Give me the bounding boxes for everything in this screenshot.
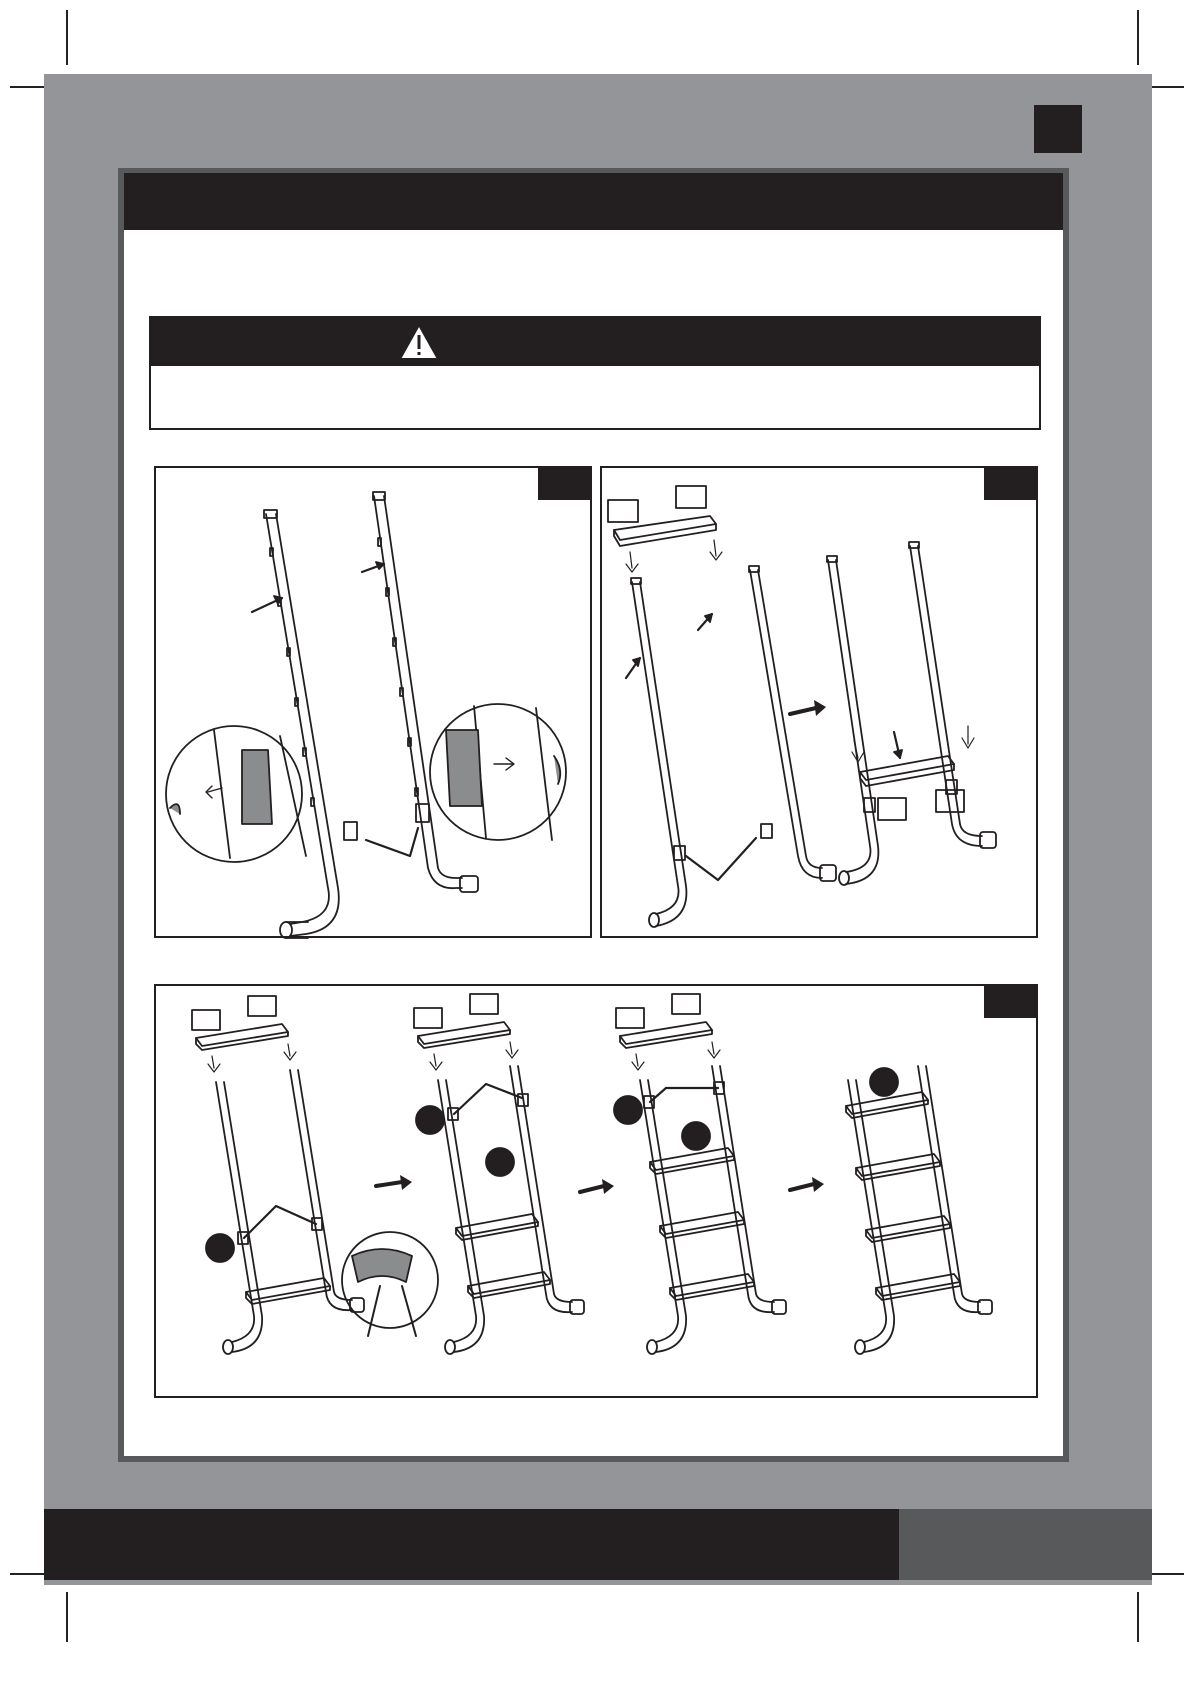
rung-clip [761,824,772,838]
crop-mark [1137,1592,1139,1642]
detail-callout-left [166,726,306,862]
footer-page-block [899,1509,1152,1580]
footer-bar [44,1509,899,1580]
figure-a [154,466,592,938]
detail-callout-right [430,704,566,840]
arrow-right-icon [790,700,826,716]
ladder-rung [860,756,954,786]
pointer-arrow [366,828,418,856]
part-label-box [616,1008,644,1028]
assembly-stage-4 [846,1066,992,1354]
arrow-right-icon [580,1179,614,1194]
part-label-box [676,486,706,508]
step-number-badge [870,1068,898,1096]
detail-callout-clip [342,1232,438,1336]
warning-triangle-icon [397,322,441,362]
crop-mark [66,1592,68,1642]
part-label-box [192,1010,220,1030]
crop-mark [66,10,68,65]
ladder-rail [373,492,478,892]
assembly-stage-2 [414,994,584,1354]
rung-clip [416,804,429,822]
arrow-right-icon [376,1175,412,1190]
ladder-rail [264,510,339,938]
ladder-rung [614,516,716,546]
part-label-box [248,996,276,1016]
assembly-stage-1 [192,996,364,1354]
crop-mark [1137,10,1139,65]
step-number-badge [486,1148,514,1176]
assembly-stage-3 [614,994,786,1354]
pointer-arrow [686,838,756,880]
figure-b [600,466,1038,938]
step-number-badge [682,1122,710,1150]
step-number-badge [416,1106,444,1134]
language-badge [1034,105,1082,153]
part-label-box [672,994,700,1014]
step-number-badge [614,1096,642,1124]
part-label-box [608,500,638,522]
arrow-right-icon [790,1177,824,1192]
rung-clip [344,822,357,840]
figure-c [154,984,1038,1398]
ladder-rail [827,542,996,885]
warning-header [151,318,1039,366]
part-label-box [470,994,498,1014]
step-number-badge [206,1234,234,1262]
part-label-box [878,798,906,820]
section-title-bar [124,173,1063,230]
ladder-rail [631,566,836,927]
part-label-box [414,1008,442,1028]
warning-box [149,316,1041,430]
